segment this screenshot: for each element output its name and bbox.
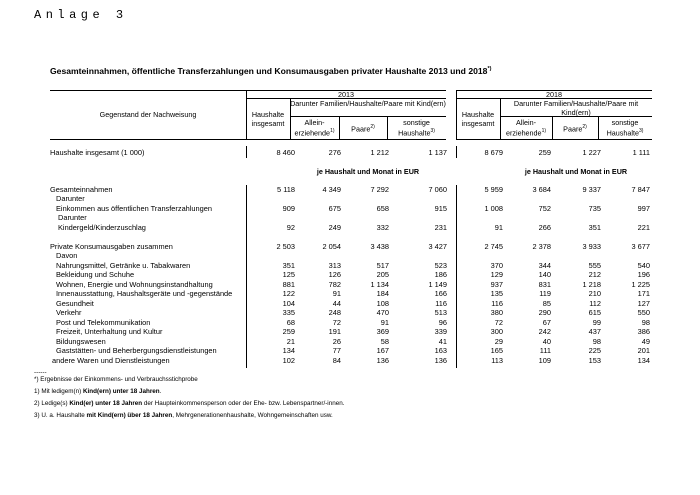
cell: 221 bbox=[637, 223, 650, 232]
cell: 96 bbox=[438, 318, 447, 327]
cell: 186 bbox=[434, 270, 447, 279]
row-label: Gaststätten- und Beherbergungsdienstleistungen bbox=[56, 346, 217, 355]
cell: 58 bbox=[380, 337, 389, 346]
other-header-2018 bbox=[598, 118, 652, 137]
body-divider-2 bbox=[456, 146, 457, 158]
row-label: Gesundheit bbox=[56, 299, 94, 308]
couples-fn: 2) bbox=[582, 124, 587, 130]
cell: 1 137 bbox=[428, 148, 447, 157]
cell: 184 bbox=[376, 289, 389, 298]
footnote-1-a: 1) Mit ledigem(n) bbox=[34, 388, 83, 395]
other-line2 bbox=[598, 127, 652, 137]
cell: 165 bbox=[490, 346, 503, 355]
footnote-2-c: der Haupteinkommensperson oder der Ehe- bzw. Lebenspartner/-innen. bbox=[142, 400, 345, 407]
cell: 91 bbox=[494, 223, 503, 232]
cell: 21 bbox=[286, 337, 295, 346]
couples-header-2013 bbox=[339, 123, 387, 133]
cell: 29 bbox=[494, 337, 503, 346]
cell: 437 bbox=[588, 327, 601, 336]
cell: 2 745 bbox=[484, 242, 503, 251]
cell: 49 bbox=[641, 337, 650, 346]
cell: 91 bbox=[380, 318, 389, 327]
cell: 225 bbox=[588, 346, 601, 355]
cell: 266 bbox=[538, 223, 551, 232]
cell: 909 bbox=[282, 204, 295, 213]
cell: 369 bbox=[376, 327, 389, 336]
row-label: Post und Telekommunikation bbox=[56, 318, 151, 327]
couples-text: Paare bbox=[351, 124, 371, 134]
row-label: Verkehr bbox=[56, 308, 82, 317]
row-label: Davon bbox=[56, 251, 78, 260]
cell: 752 bbox=[538, 204, 551, 213]
cell: 1 149 bbox=[428, 280, 447, 289]
cell: 248 bbox=[328, 308, 341, 317]
footnote-3-c: , Mehrgenerationenhaushalte, Wohngemeinschaften usw. bbox=[172, 412, 333, 419]
cell: 85 bbox=[542, 299, 551, 308]
cell: 290 bbox=[538, 308, 551, 317]
couples-text: Paare bbox=[563, 124, 583, 134]
cell: 881 bbox=[282, 280, 295, 289]
footnote-3-a: 3) U. a. Haushalte bbox=[34, 412, 87, 419]
cell: 3 933 bbox=[582, 242, 601, 251]
cell: 205 bbox=[376, 270, 389, 279]
cell: 201 bbox=[637, 346, 650, 355]
row-label: Bildungswesen bbox=[56, 337, 106, 346]
cell: 386 bbox=[637, 327, 650, 336]
cell: 44 bbox=[332, 299, 341, 308]
cell: 1 218 bbox=[582, 280, 601, 289]
unit-label-2013: je Haushalt und Monat in EUR bbox=[316, 167, 420, 176]
cell: 335 bbox=[282, 308, 295, 317]
cell: 41 bbox=[438, 337, 447, 346]
cell: 135 bbox=[490, 289, 503, 298]
body-divider-1 bbox=[246, 146, 247, 158]
cell: 259 bbox=[282, 327, 295, 336]
cell: 140 bbox=[538, 270, 551, 279]
cell: 937 bbox=[490, 280, 503, 289]
cell: 7 292 bbox=[370, 185, 389, 194]
cell: 5 118 bbox=[277, 185, 295, 194]
cell: 153 bbox=[588, 356, 601, 365]
cell: 231 bbox=[434, 223, 447, 232]
unit-label-2018: je Haushalt und Monat in EUR bbox=[524, 167, 628, 176]
single-line2 bbox=[290, 127, 339, 137]
single-line2-text: erziehende bbox=[294, 128, 331, 138]
cell: 249 bbox=[328, 223, 341, 232]
footnote-1 bbox=[34, 388, 161, 395]
cell: 259 bbox=[538, 148, 551, 157]
cell: 3 438 bbox=[370, 242, 389, 251]
cell: 1 225 bbox=[631, 280, 650, 289]
other-header-2013 bbox=[387, 118, 446, 137]
cell: 98 bbox=[592, 337, 601, 346]
annex-label: Anlage 3 bbox=[34, 8, 128, 22]
other-fn: 3) bbox=[638, 128, 644, 134]
cell: 99 bbox=[592, 318, 601, 327]
footnote-1-c: . bbox=[159, 388, 162, 395]
single-line1: Allein- bbox=[304, 118, 325, 127]
cell: 351 bbox=[282, 261, 295, 270]
cell: 1 227 bbox=[582, 148, 601, 157]
cell: 370 bbox=[490, 261, 503, 270]
cell: 4 349 bbox=[322, 185, 341, 194]
title-footnote-marker: *) bbox=[487, 66, 492, 73]
cell: 191 bbox=[328, 327, 341, 336]
cell: 351 bbox=[588, 223, 601, 232]
cell: 134 bbox=[282, 346, 295, 355]
single-line1: Allein- bbox=[516, 118, 536, 127]
footnote-0: *) Ergebnisse der Einkommens- und Verbrauchsstichprobe bbox=[34, 376, 198, 383]
cell: 26 bbox=[332, 337, 341, 346]
cell: 111 bbox=[539, 346, 551, 355]
cell: 212 bbox=[588, 270, 601, 279]
cell: 1 111 bbox=[632, 148, 650, 157]
title-text: Gesamteinnahmen, öffentliche Transferzahlungen und Konsumausgaben privater Haushalte 2013 und 2018 bbox=[50, 66, 488, 76]
cell: 344 bbox=[538, 261, 551, 270]
cell: 517 bbox=[376, 261, 389, 270]
cell: 3 684 bbox=[532, 185, 551, 194]
households-line1: Haushalte bbox=[251, 110, 285, 119]
cell: 40 bbox=[542, 337, 551, 346]
cell: 831 bbox=[538, 280, 551, 289]
cell: 8 460 bbox=[276, 148, 295, 157]
cell: 339 bbox=[434, 327, 447, 336]
single-line2-text: erziehende bbox=[505, 128, 542, 138]
cell: 112 bbox=[589, 299, 601, 308]
cell: 658 bbox=[376, 204, 389, 213]
single-fn: 1) bbox=[330, 128, 335, 134]
cell: 5 959 bbox=[484, 185, 503, 194]
cell: 104 bbox=[282, 299, 295, 308]
cell: 72 bbox=[494, 318, 503, 327]
row-label: Haushalte insgesamt (1 000) bbox=[50, 148, 145, 157]
households-header-2013 bbox=[246, 110, 290, 128]
cell: 119 bbox=[539, 289, 551, 298]
cell: 675 bbox=[328, 204, 341, 213]
cell: 7 060 bbox=[428, 185, 447, 194]
households-line2: insgesamt bbox=[461, 119, 495, 128]
cell: 470 bbox=[376, 308, 389, 317]
cell: 2 378 bbox=[532, 242, 551, 251]
footnote-3-b: mit Kind(ern) über 18 Jahren bbox=[86, 412, 173, 419]
cell: 735 bbox=[588, 204, 601, 213]
cell: 332 bbox=[376, 223, 389, 232]
cell: 997 bbox=[637, 204, 650, 213]
cell: 276 bbox=[328, 148, 341, 157]
body-divider-4 bbox=[456, 185, 457, 368]
cell: 313 bbox=[328, 261, 341, 270]
cell: 113 bbox=[491, 356, 503, 365]
cell: 68 bbox=[286, 318, 295, 327]
cell: 782 bbox=[328, 280, 341, 289]
cell: 523 bbox=[434, 261, 447, 270]
row-label: andere Waren und Dienstleistungen bbox=[52, 356, 170, 365]
cell: 116 bbox=[435, 299, 447, 308]
row-label: Innenausstattung, Haushaltsgeräte und -gegenstände bbox=[56, 289, 233, 298]
cell: 126 bbox=[328, 270, 341, 279]
footnote-separator: ------ bbox=[34, 369, 47, 376]
cell: 134 bbox=[637, 356, 650, 365]
header-bottom-rule bbox=[50, 139, 446, 140]
footnote-2 bbox=[34, 400, 344, 407]
cell: 1 008 bbox=[484, 204, 503, 213]
single-line2 bbox=[500, 127, 552, 137]
cell: 555 bbox=[588, 261, 601, 270]
cell: 77 bbox=[332, 346, 341, 355]
cell: 109 bbox=[538, 356, 551, 365]
other-line2-text: Haushalte bbox=[606, 128, 639, 138]
year-2013: 2013 bbox=[338, 90, 354, 99]
cell: 129 bbox=[490, 270, 503, 279]
cell: 136 bbox=[376, 356, 389, 365]
cell: 380 bbox=[490, 308, 503, 317]
cell: 116 bbox=[491, 299, 503, 308]
cell: 540 bbox=[637, 261, 650, 270]
row-label: Wohnen, Energie und Wohnungsinstandhaltung bbox=[56, 280, 213, 289]
other-line1: sonstige bbox=[611, 118, 639, 127]
families-rule-2013 bbox=[290, 116, 446, 117]
cell: 9 337 bbox=[582, 185, 601, 194]
subject-header: Gegenstand der Nachweisung bbox=[99, 110, 197, 119]
other-line2 bbox=[387, 127, 446, 137]
cell: 102 bbox=[282, 356, 295, 365]
cell: 108 bbox=[376, 299, 389, 308]
row-label: Bekleidung und Schuhe bbox=[56, 270, 135, 279]
footnote-3 bbox=[34, 412, 333, 419]
row-label: Private Konsumausgaben zusammen bbox=[50, 242, 173, 251]
footnote-1-b: Kind(ern) unter 18 Jahren bbox=[83, 388, 160, 395]
cell: 1 134 bbox=[370, 280, 389, 289]
cell: 7 847 bbox=[631, 185, 650, 194]
cell: 91 bbox=[332, 289, 341, 298]
row-label: Einkommen aus öffentlichen Transferzahlungen bbox=[56, 204, 212, 213]
cell: 127 bbox=[637, 299, 650, 308]
cell: 92 bbox=[286, 223, 295, 232]
row-label: Nahrungsmittel, Getränke u. Tabakwaren bbox=[56, 261, 191, 270]
cell: 300 bbox=[490, 327, 503, 336]
cell: 167 bbox=[376, 346, 389, 355]
cell: 98 bbox=[641, 318, 650, 327]
households-line1: Haushalte bbox=[461, 110, 495, 119]
cell: 210 bbox=[588, 289, 601, 298]
cell: 550 bbox=[637, 308, 650, 317]
cell: 3 677 bbox=[631, 242, 650, 251]
year-2018: 2018 bbox=[546, 90, 562, 99]
cell: 171 bbox=[637, 289, 650, 298]
row-label: Darunter bbox=[58, 213, 87, 222]
cell: 163 bbox=[434, 346, 447, 355]
cell: 915 bbox=[434, 204, 447, 213]
couples-fn: 2) bbox=[370, 124, 375, 130]
other-line2-text: Haushalte bbox=[398, 128, 431, 138]
single-parents-header-2018 bbox=[500, 118, 552, 137]
body-divider-3 bbox=[246, 185, 247, 368]
row-label: Freizeit, Unterhaltung und Kultur bbox=[56, 327, 163, 336]
cell: 513 bbox=[434, 308, 447, 317]
families-header-2018: Darunter Familien/Haushalte/Paare mit Kind(ern) bbox=[513, 99, 639, 117]
cell: 8 679 bbox=[484, 148, 503, 157]
couples-header-2018 bbox=[552, 123, 598, 133]
cell: 2 503 bbox=[276, 242, 295, 251]
cell: 3 427 bbox=[428, 242, 447, 251]
cell: 615 bbox=[588, 308, 601, 317]
other-line1: sonstige bbox=[403, 118, 430, 127]
row-label: Darunter bbox=[56, 194, 85, 203]
cell: 125 bbox=[282, 270, 295, 279]
cell: 136 bbox=[434, 356, 447, 365]
households-header-2018 bbox=[456, 110, 500, 128]
cell: 122 bbox=[282, 289, 295, 298]
row-label: Kindergeld/Kinderzuschlag bbox=[58, 223, 146, 232]
table-title bbox=[50, 66, 491, 76]
cell: 72 bbox=[332, 318, 341, 327]
cell: 242 bbox=[538, 327, 551, 336]
footnote-2-a: 2) Ledige(s) bbox=[34, 400, 70, 407]
footnote-2-b: Kind(er) unter 18 Jahren bbox=[69, 400, 143, 407]
cell: 166 bbox=[434, 289, 447, 298]
cell: 84 bbox=[332, 356, 341, 365]
cell: 2 054 bbox=[322, 242, 341, 251]
single-parents-header-2013 bbox=[290, 118, 339, 137]
cell: 196 bbox=[637, 270, 650, 279]
row-label: Gesamteinnahmen bbox=[50, 185, 113, 194]
other-fn: 3) bbox=[430, 128, 435, 134]
cell: 1 212 bbox=[370, 148, 389, 157]
header-bottom-rule-2018 bbox=[456, 139, 652, 140]
households-line2: insgesamt bbox=[251, 119, 285, 128]
families-header-2013: Darunter Familien/Haushalte/Paare mit Kind(ern) bbox=[290, 99, 446, 108]
single-fn: 1) bbox=[541, 128, 547, 134]
cell: 67 bbox=[542, 318, 551, 327]
